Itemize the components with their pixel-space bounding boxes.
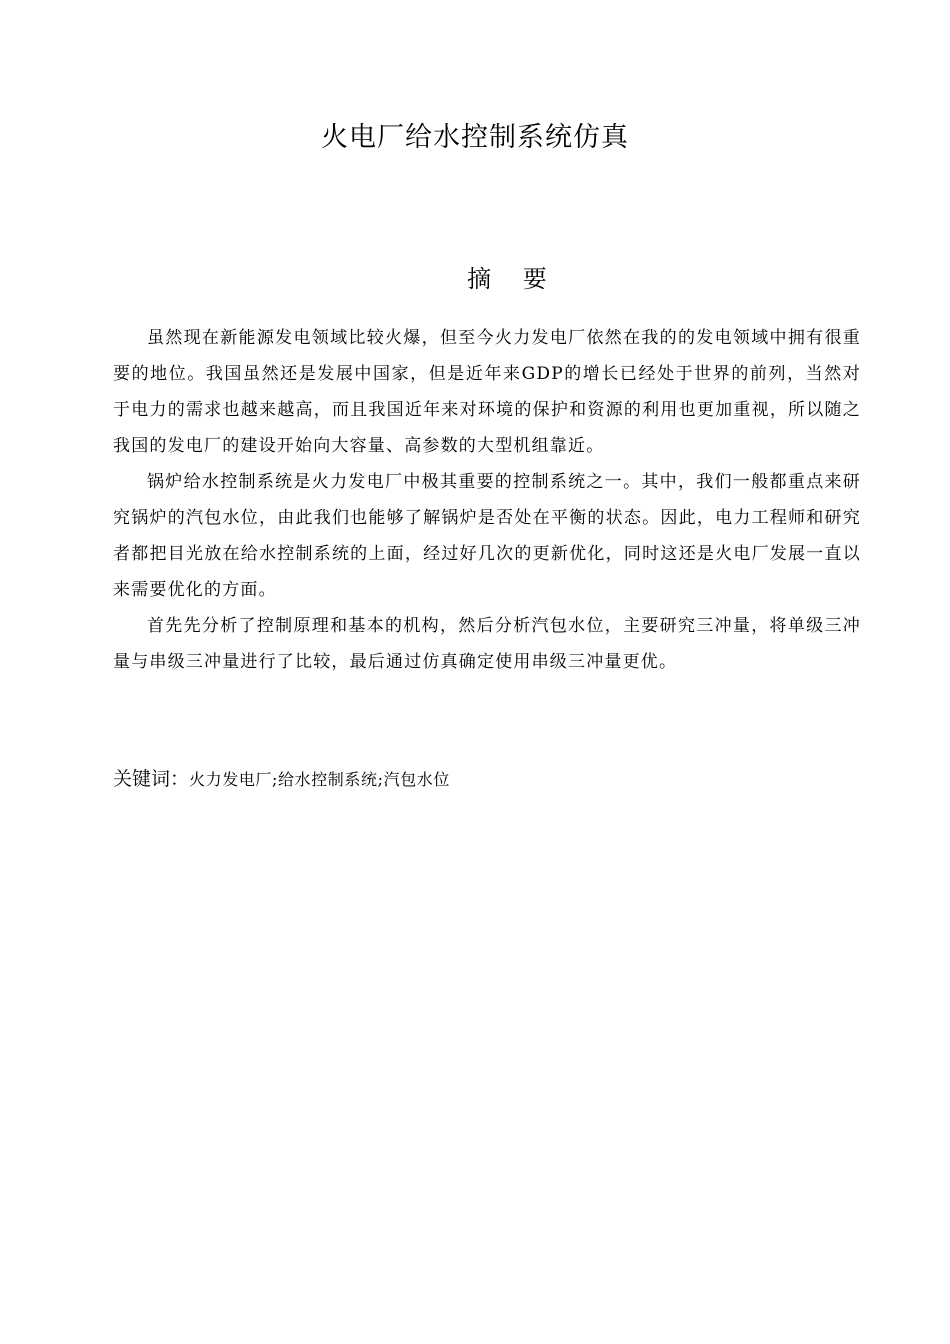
abstract-paragraph: 虽然现在新能源发电领域比较火爆，但至今火力发电厂依然在我的的发电领域中拥有很重要的地位。我国虽然还是发展中国家，但是近年来GDP的增长已经处于世界的前列，当然对于电力的需求也越来越高，而且我国近年来对环境的保护和资源的利用也更加重视，所以随之我国的发电厂的建设开始向大容量、高参数的大型机组靠近。 [113,328,861,456]
document-title: 火电厂给水控制系统仿真 [321,122,629,153]
abstract-paragraph: 首先先分析了控制原理和基本的机构，然后分析汽包水位，主要研究三冲量，将单级三冲量与串级三冲量进行了比较，最后通过仿真确定使用串级三冲量更优。 [113,616,861,672]
abstract-heading: 摘 要 [467,265,559,293]
abstract-body [113,320,861,680]
keywords-line [113,762,861,797]
keywords-text: 火力发电厂;给水控制系统;汽包水位 [189,770,450,789]
abstract-paragraph: 锅炉给水控制系统是火力发电厂中极其重要的控制系统之一。其中，我们一般都重点来研究锅炉的汽包水位，由此我们也能够了解锅炉是否处在平衡的状态。因此，电力工程师和研究者都把目光放在给水控制系统的上面，经过好几次的更新优化，同时这还是火电厂发展一直以来需要优化的方面。 [113,472,861,600]
keywords-label: 关键词： [113,768,190,790]
